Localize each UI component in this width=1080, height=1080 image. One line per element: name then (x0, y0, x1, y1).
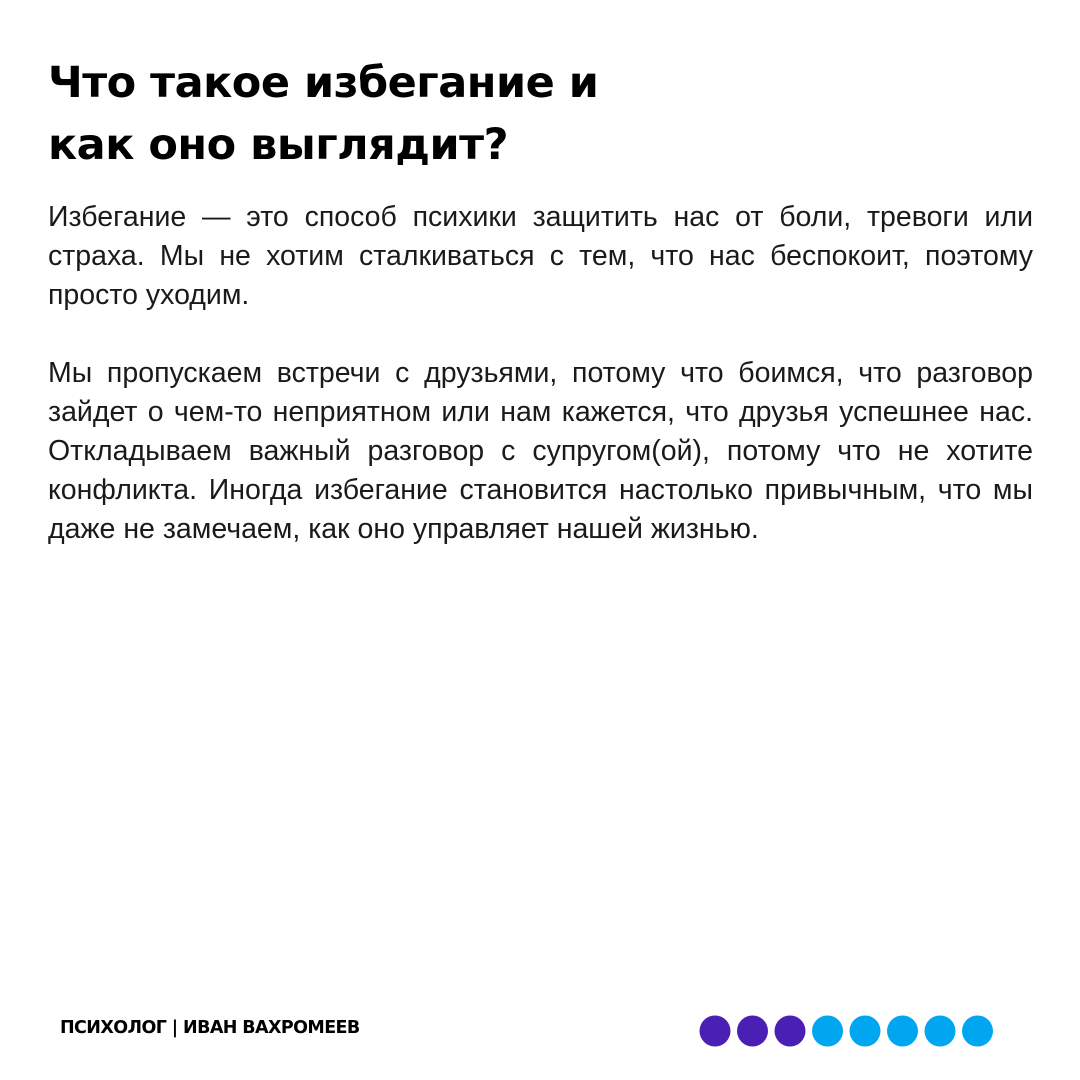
progress-dot (887, 1016, 918, 1047)
progress-dot (962, 1016, 993, 1047)
paragraph-definition: Избегание — это способ психики защитить нас от боли, тревоги или страха. Мы не хотим сталкиваться с тем, что нас беспокоит, поэтому просто уходим. (48, 201, 1033, 311)
progress-dot (812, 1016, 843, 1047)
slide-progress-indicator (698, 1015, 998, 1047)
progress-dot (850, 1016, 881, 1047)
progress-dot-active (775, 1016, 806, 1047)
progress-dot (925, 1016, 956, 1047)
progress-dot-active (700, 1016, 731, 1047)
body-text (48, 198, 1033, 588)
progress-dots-svg (698, 1015, 998, 1047)
progress-dot-active (737, 1016, 768, 1047)
title-line-1: Что такое избегание и (48, 58, 599, 108)
title-line-2: как оно выглядит? (48, 120, 509, 170)
author-label: ПСИХОЛОГ | ИВАН ВАХРОМЕЕВ (60, 1018, 360, 1038)
page-title (48, 52, 948, 176)
paragraph-examples: Мы пропускаем встречи с друзьями, потому что боимся, что разговор зайдет о чем-то неприятном или нам кажется, что друзья успешнее нас. Откладываем важный разговор с супругом(ой), потому что не хотите конфликта. Иногда избегание становится настолько привычным, что мы даже не замечаем, как оно управляет нашей жизнью. (48, 357, 1033, 545)
